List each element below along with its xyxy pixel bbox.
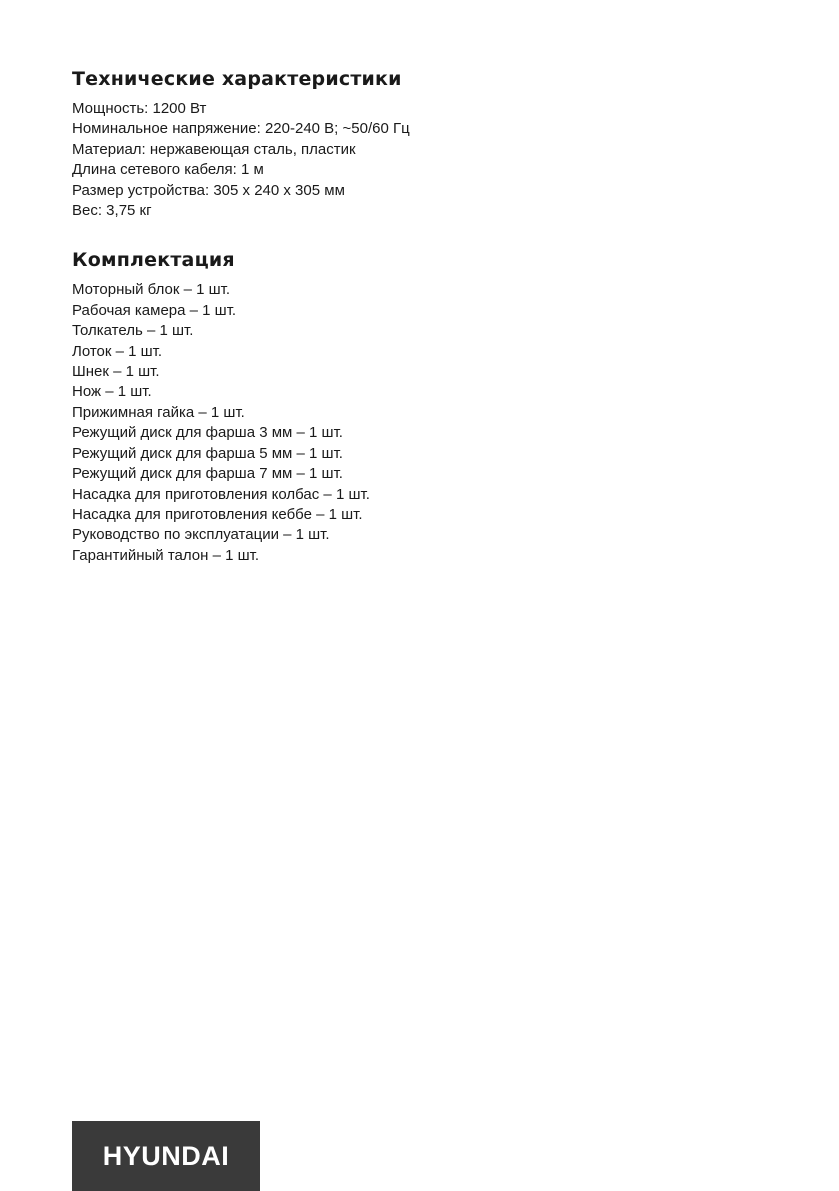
package-item: Режущий диск для фарша 7 мм – 1 шт. <box>72 465 343 483</box>
package-list <box>72 280 772 566</box>
package-item: Моторный блок – 1 шт. <box>72 281 231 299</box>
spec-item-power: Мощность: 1200 Вт <box>72 100 207 117</box>
package-item: Шнек – 1 шт. <box>72 363 160 381</box>
spec-item-size: Размер устройства: 305 х 240 х 305 мм <box>72 181 345 199</box>
package-item: Насадка для приготовления колбас – 1 шт. <box>72 485 370 503</box>
specs-section <box>72 66 772 221</box>
package-item: Режущий диск для фарша 3 мм – 1 шт. <box>72 424 343 442</box>
hyundai-logo <box>72 1121 260 1191</box>
package-item: Режущий диск для фарша 5 мм – 1 шт. <box>72 444 343 462</box>
package-item: Гарантийный талон – 1 шт. <box>72 546 260 564</box>
package-section <box>72 247 772 566</box>
document-page <box>72 66 772 592</box>
package-item: Прижимная гайка – 1 шт. <box>72 403 245 421</box>
logo-text: HYUNDAI <box>102 1140 230 1171</box>
package-title: Комплектация <box>72 249 235 272</box>
spec-item-material: Материал: нержавеющая сталь, пластик <box>72 140 356 158</box>
spec-item-cable: Длина сетевого кабеля: 1 м <box>72 161 264 179</box>
package-item: Руководство по эксплуатации – 1 шт. <box>72 526 330 544</box>
package-item: Толкатель – 1 шт. <box>72 322 194 340</box>
spec-item-weight: Вес: 3,75 кг <box>72 202 152 220</box>
package-item: Нож – 1 шт. <box>72 383 152 401</box>
spec-item-voltage: Номинальное напряжение: 220-240 В; ~50/60 Гц <box>72 120 410 138</box>
specs-list <box>72 99 772 221</box>
specs-title: Технические характеристики <box>72 68 402 90</box>
package-item: Насадка для приготовления кеббе – 1 шт. <box>72 505 363 523</box>
package-item: Рабочая камера – 1 шт. <box>72 301 237 319</box>
package-item: Лоток – 1 шт. <box>72 342 163 360</box>
